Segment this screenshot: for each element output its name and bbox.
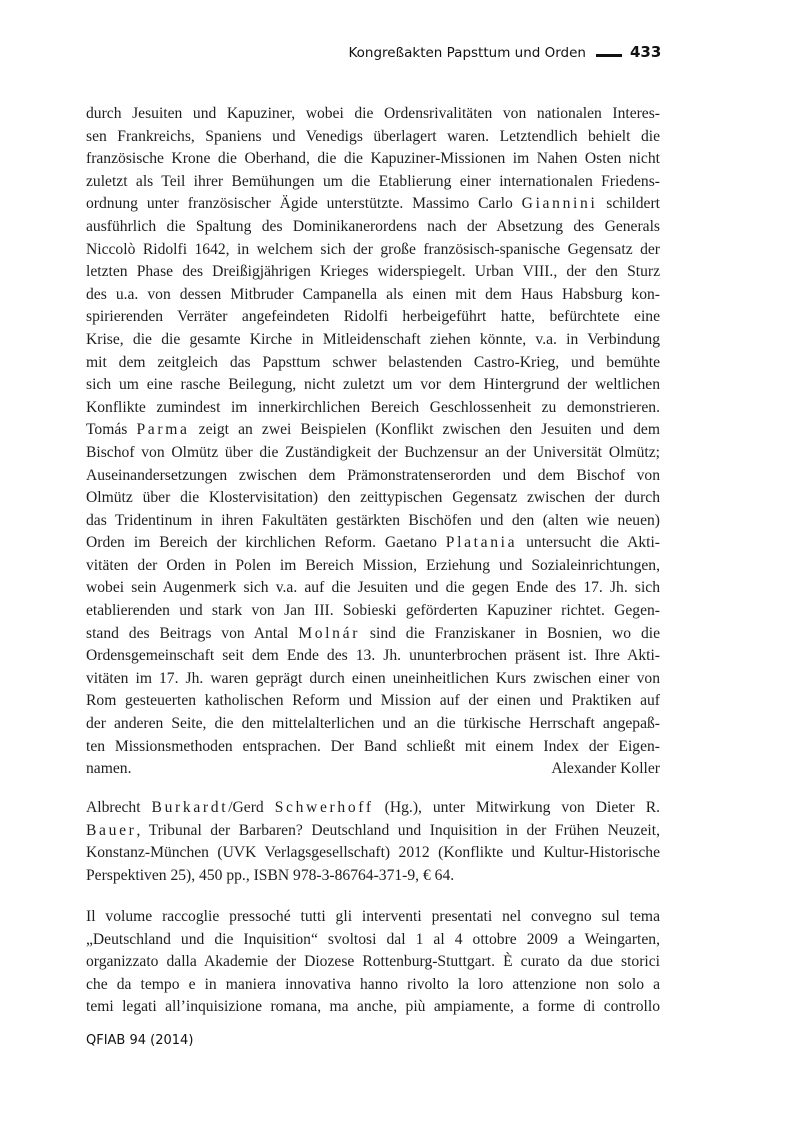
citation-line: Bauer, Tribunal der Barbaren? Deutschland und Inquisition in der Frühen Neuzeit, (86, 821, 660, 839)
review-italian (86, 906, 660, 1019)
running-header (0, 44, 800, 64)
text-line: Olmütz über die Klostervisitation) den zeittypischen Gegensatz zwischen der durch (86, 489, 660, 507)
text-line: zuletzt als Teil ihrer Bemühungen um die Etablierung einer internationalen Friedens- (86, 172, 660, 190)
page-number: 433 (630, 43, 662, 61)
text-line: letzten Phase des Dreißigjährigen Krieges widerspiegelt. Urban VIII., der den Sturz (86, 263, 660, 281)
text-line: Konflikte zumindest im innerkirchlichen Bereich Geschlossenheit zu demonstrieren. (86, 398, 660, 416)
text-line: Orden im Bereich der kirchlichen Reform. Gaetano Platania untersucht die Akti- (86, 534, 660, 552)
text-line: Krise, die die gesamte Kirche in Mitleidenschaft ziehen könnte, v.a. in Verbindung (86, 330, 660, 348)
text-line: Rom gesteuerten katholischen Reform und Mission auf der einen und Praktiken auf (86, 692, 660, 710)
text-line: spirierenden Verräter angefeindeten Ridolfi herbeigeführt hatte, befürchtete eine (86, 308, 660, 326)
text-line: das Tridentinum in ihren Fakultäten gestärkten Bischöfen und den (alten wie neuen) (86, 511, 660, 529)
editor-surname: Schwerhoff (274, 799, 374, 816)
citation-line: Albrecht Burkardt/Gerd Schwerhoff (Hg.), unter Mitwirkung von Dieter R. (86, 799, 660, 816)
text-line: des u.a. von dessen Mitbruder Campanella als einen mit dem Haus Habsburg kon- (86, 285, 660, 303)
reviewer-name: Alexander Koller (551, 760, 660, 778)
author-name: Giannini (521, 195, 598, 213)
review-continuation (86, 103, 660, 781)
citation-line: Konstanz-München (UVK Verlagsgesellschaft) 2012 (Konflikte und Kultur-Historische (86, 844, 660, 862)
closing-line (86, 758, 660, 781)
author-name: Platania (445, 534, 518, 552)
text-line: sich um eine rasche Beilegung, nicht zuletzt um vor dem Hintergrund der weltlichen (86, 376, 660, 394)
text-line: französische Krone die Oberhand, die die Kapuziner-Missionen im Nahen Osten nicht (86, 150, 660, 168)
text-line: che da tempo e in maniera innovativa hanno rivolto la loro attenzione non solo a (86, 975, 660, 993)
text-line: mit dem zeitgleich das Papsttum schwer belastenden Castro-Krieg, und bemühte (86, 353, 660, 371)
text-line: etablierenden und stark von Jan III. Sobieski geförderten Kapuziner richtet. Gegen- (86, 602, 660, 620)
journal-footer: QFIAB 94 (2014) (86, 1033, 194, 1048)
text-line: sen Frankreichs, Spaniens und Venedigs überlagert waren. Letztendlich behielt die (86, 127, 660, 145)
text-line: Bischof von Olmütz über die Zuständigkeit der Buchzensur an der Universität Olmütz; (86, 443, 660, 461)
text-line: ausführlich die Spaltung des Dominikanerordens nach der Absetzung des Generals (86, 217, 660, 235)
author-name: Parma (136, 421, 190, 439)
text-line: organizzato dalla Akademie der Diozese Rottenburg-Stuttgart. È curato da due storici (86, 953, 660, 971)
text-line: Ordensgemeinschaft seit dem Ende des 13. Jh. ununterbrochen präsent ist. Ihre Akti- (86, 647, 660, 665)
author-name: Molnár (298, 624, 361, 642)
text-line: vitäten im 17. Jh. waren geprägt durch einen uneinheitlichen Kurs zwischen einer von (86, 669, 660, 687)
text-line: Auseinandersetzungen zwischen dem Prämonstratenserorden und dem Bischof von (86, 466, 660, 484)
text-line: durch Jesuiten und Kapuziner, wobei die Ordensrivalitäten von nationalen Interes- (86, 105, 660, 122)
text-line: Tomás Parma zeigt an zwei Beispielen (Konflikt zwischen den Jesuiten und dem (86, 421, 660, 439)
header-rule (596, 54, 622, 57)
text-line: stand des Beitrags von Antal Molnár sind die Franziskaner in Bosnien, wo die (86, 624, 660, 642)
editor-surname: Bauer (86, 821, 137, 839)
text-line: wobei sein Augenmerk sich v.a. auf die Jesuiten und die gegen Ende des 17. Jh. sich (86, 579, 660, 597)
text-line: namen. (86, 760, 132, 778)
text-line: Il volume raccoglie pressoché tutti gli interventi presentati nel convegno sul tema (86, 908, 660, 925)
text-line: vitäten der Orden in Polen im Bereich Mission, Erziehung und Sozialeinrichtungen, (86, 556, 660, 574)
text-line: temi legati all’inquisizione romana, ma anche, più ampiamente, a forme di controllo (86, 998, 660, 1016)
citation-line: Perspektiven 25), 450 pp., ISBN 978-3-86764-371-9, € 64. (86, 866, 455, 884)
text-line: ordnung unter französischer Ägide unterstützte. Massimo Carlo Giannini schildert (86, 195, 660, 213)
running-title: Kongreßakten Papsttum und Orden (348, 45, 586, 61)
text-line: Niccolò Ridolfi 1642, in welchem sich der große französisch-spanische Gegensatz der (86, 240, 660, 258)
editor-surname: Burkardt (151, 799, 229, 816)
text-line: ten Missionsmethoden entsprachen. Der Band schließt mit einem Index der Eigen- (86, 737, 660, 755)
bibliographic-citation (86, 797, 660, 887)
text-line: der anderen Seite, die den mittelalterlichen und an die türkische Herrschaft angepaß- (86, 715, 660, 733)
text-line: „Deutschland und die Inquisition“ svoltosi dal 1 al 4 ottobre 2009 a Weingarten, (86, 930, 660, 948)
